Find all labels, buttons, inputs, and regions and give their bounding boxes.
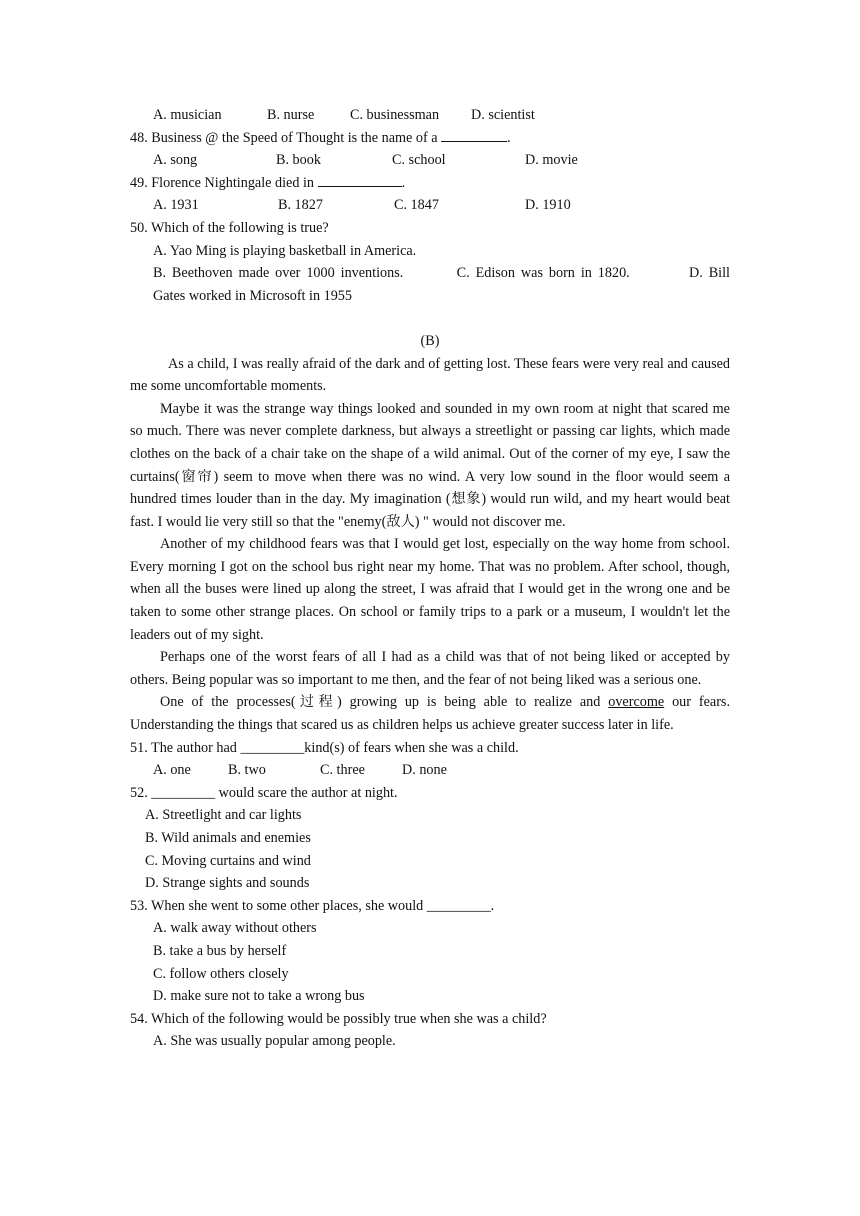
q52-option-a: A. Streetlight and car lights: [145, 807, 302, 824]
section-title: (B): [420, 332, 440, 349]
passage-p5-underlined-word: overcome: [608, 694, 665, 711]
q50-option-b-line1: [130, 262, 730, 285]
q49-option-b: B. 1827: [278, 197, 323, 214]
q50-option-a: A. Yao Ming is playing basketball in America.: [153, 242, 417, 259]
q51-stem: [130, 737, 730, 760]
q49-stem-text: 49. Florence Nightingale died in: [130, 174, 315, 191]
q47-option-c: C. businessman: [350, 107, 440, 123]
passage-paragraph-3: Another of my childhood fears was that I would get lost, especially on the way home from school. Every morning I got on the school bus right near my home. That was no problem. After school, though, when all the buses were lined up along the street, I was afraid that I would get in the wrong one and be taken to some other strange places. On school or family trips to a park or a museum, I wouldn't let the leaders out of my sight.: [130, 536, 730, 643]
q48-answer-blank: [441, 129, 507, 142]
q51-option-a: A. one: [153, 762, 191, 779]
q49-answer-blank: [318, 174, 402, 187]
q51-option-d: D. none: [402, 762, 447, 779]
q48-option-c: C. school: [392, 152, 446, 169]
q54-option-a: A. She was usually popular among people.: [153, 1033, 396, 1050]
q51-stem-after: kind(s) of fears when she was a child.: [304, 739, 519, 756]
reading-passage: [130, 353, 730, 737]
q51-option-c: C. three: [320, 762, 365, 779]
q49-option-a: A. 1931: [153, 197, 199, 214]
q53-option-a: A. walk away without others: [153, 920, 317, 937]
q49-option-c: C. 1847: [394, 197, 439, 214]
passage-p5-after: our fears. Understanding the things that scared us as children helps us achieve greater success later in life.: [130, 694, 730, 734]
passage-paragraph-5: [130, 691, 730, 736]
q47-options: [130, 104, 730, 127]
q50-option-b-line2: Gates worked in Microsoft in 1955: [153, 287, 352, 304]
q53-option-c: C. follow others closely: [153, 965, 289, 982]
q52-option-d: D. Strange sights and sounds: [145, 875, 310, 892]
q48-options: [130, 149, 730, 172]
q52-option-c: C. Moving curtains and wind: [145, 852, 311, 869]
q51-option-b: B. two: [228, 762, 266, 779]
passage-paragraph-2: Maybe it was the strange way things looked and sounded in my own room at night that scared me so much. There was never complete darkness, but always a streetlight or passing car lights, which made clothes on the back of a chair take on the shape of a wild animal. Out of the corner of my eye, I saw the curtains(窗帘) seem to move when there was no wind. A very low sound in the floor would seem a hundred times louder than in the day. My imagination (想象) would run wild, and my heart would beat fast. I would lie very still so that the "enemy(敌人) " would not discover me.: [130, 400, 730, 530]
q48-option-b: B. book: [276, 152, 321, 169]
q52-option-b: B. Wild animals and enemies: [145, 830, 311, 846]
q51-stem-blank: _________: [240, 739, 305, 756]
q48-stem-text: 48. Business @ the Speed of Thought is the name of a: [130, 129, 438, 146]
passage-p5-before: One of the processes(过程) growing up is being able to realize and: [160, 694, 609, 711]
q47-option-a: A. musician: [153, 107, 222, 123]
spacer: [130, 307, 730, 330]
q49-stem: [130, 172, 730, 195]
q50-option-b-line1-text: B. Beethoven made over 1000 inventions. C. Edison was born in 1820. D. Bill: [153, 265, 730, 282]
passage-paragraph-4: Perhaps one of the worst fears of all I had as a child was that of not being liked or accepted by others. Being popular was so important to me then, and the fear of not being liked was a serious one.: [130, 649, 730, 688]
q49-option-d: D. 1910: [525, 197, 571, 214]
q53-option-b: B. take a bus by herself: [153, 942, 287, 959]
q53-option-d: D. make sure not to take a wrong bus: [153, 988, 365, 1005]
q50-stem: 50. Which of the following is true?: [130, 219, 329, 236]
exam-page: [130, 104, 730, 1053]
q52-stem: 52. _________ would scare the author at night.: [130, 784, 398, 801]
q47-option-b: B. nurse: [267, 107, 315, 123]
q51-stem-before: 51. The author had: [130, 739, 241, 756]
q49-stem-end: .: [401, 174, 406, 191]
q49-options: [130, 194, 730, 217]
passage-paragraph-1: As a child, I was really afraid of the dark and of getting lost. These fears were very real and caused me some uncomfortable moments.: [130, 355, 730, 395]
q48-option-d: D. movie: [525, 152, 578, 169]
q48-stem: [130, 127, 730, 150]
q54-stem: 54. Which of the following would be possibly true when she was a child?: [130, 1010, 547, 1027]
q47-option-d: D. scientist: [471, 107, 535, 123]
q48-option-a: A. song: [153, 152, 198, 169]
q51-options: [130, 759, 730, 782]
q53-stem: 53. When she went to some other places, she would _________.: [130, 897, 495, 914]
q48-stem-end: .: [507, 129, 511, 146]
